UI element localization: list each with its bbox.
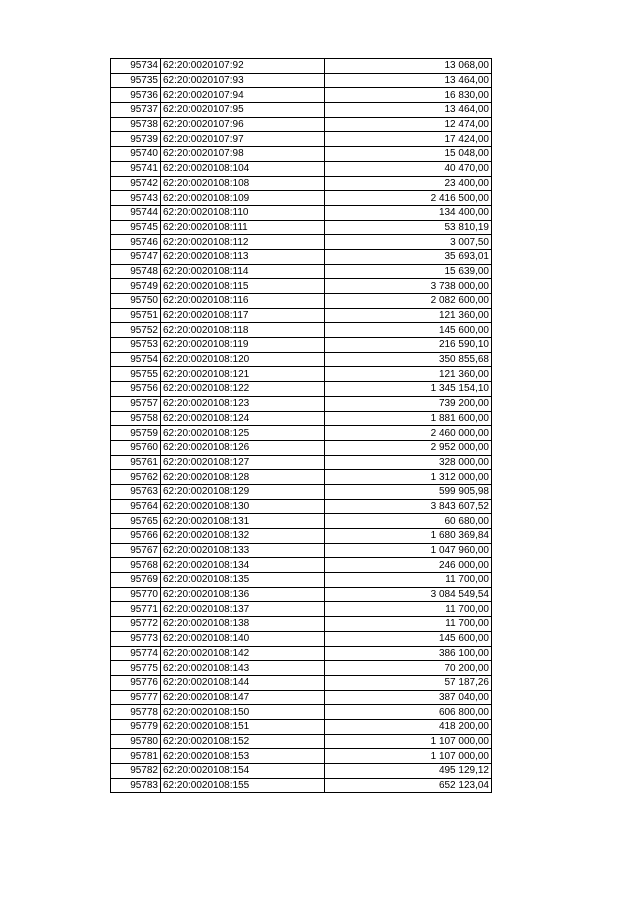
row-id-cell: 95740 [111, 147, 161, 162]
row-id-cell: 95771 [111, 602, 161, 617]
cadastral-number-cell: 62:20:0020108:137 [161, 602, 325, 617]
cadastral-value-cell: 350 855,68 [325, 352, 492, 367]
row-id-cell: 95744 [111, 205, 161, 220]
cadastral-number-cell: 62:20:0020108:113 [161, 249, 325, 264]
cadastral-number-cell: 62:20:0020107:97 [161, 132, 325, 147]
cadastral-value-cell: 11 700,00 [325, 617, 492, 632]
table-row [111, 558, 492, 573]
row-id-cell: 95757 [111, 396, 161, 411]
cadastral-number-cell: 62:20:0020108:147 [161, 690, 325, 705]
cadastral-value-cell: 2 460 000,00 [325, 426, 492, 441]
row-id-cell: 95769 [111, 573, 161, 588]
cadastral-value-cell: 652 123,04 [325, 778, 492, 793]
cadastral-value-cell: 2 416 500,00 [325, 191, 492, 206]
row-id-cell: 95778 [111, 705, 161, 720]
table-row [111, 587, 492, 602]
table-row [111, 73, 492, 88]
cadastral-number-cell: 62:20:0020108:138 [161, 617, 325, 632]
cadastral-value-cell: 60 680,00 [325, 514, 492, 529]
table-row [111, 734, 492, 749]
cadastral-value-cell: 387 040,00 [325, 690, 492, 705]
cadastral-value-cell: 1 680 369,84 [325, 529, 492, 544]
table-row [111, 338, 492, 353]
cadastral-number-cell: 62:20:0020108:115 [161, 279, 325, 294]
cadastral-number-cell: 62:20:0020108:155 [161, 778, 325, 793]
row-id-cell: 95748 [111, 264, 161, 279]
cadastral-number-cell: 62:20:0020108:150 [161, 705, 325, 720]
cadastral-value-cell: 15 048,00 [325, 147, 492, 162]
row-id-cell: 95754 [111, 352, 161, 367]
row-id-cell: 95752 [111, 323, 161, 338]
table-row [111, 147, 492, 162]
table-row [111, 778, 492, 793]
row-id-cell: 95780 [111, 734, 161, 749]
cadastral-value-cell: 11 700,00 [325, 602, 492, 617]
cadastral-number-cell: 62:20:0020108:119 [161, 338, 325, 353]
cadastral-number-cell: 62:20:0020107:95 [161, 103, 325, 118]
table-row [111, 176, 492, 191]
cadastral-value-cell: 495 129,12 [325, 764, 492, 779]
row-id-cell: 95779 [111, 719, 161, 734]
cadastral-number-cell: 62:20:0020108:108 [161, 176, 325, 191]
cadastral-value-cell: 70 200,00 [325, 661, 492, 676]
row-id-cell: 95774 [111, 646, 161, 661]
row-id-cell: 95759 [111, 426, 161, 441]
cadastral-number-cell: 62:20:0020108:104 [161, 161, 325, 176]
cadastral-number-cell: 62:20:0020108:116 [161, 294, 325, 309]
cadastral-number-cell: 62:20:0020108:117 [161, 308, 325, 323]
row-id-cell: 95750 [111, 294, 161, 309]
row-id-cell: 95755 [111, 367, 161, 382]
row-id-cell: 95783 [111, 778, 161, 793]
cadastral-value-cell: 386 100,00 [325, 646, 492, 661]
cadastral-value-cell: 35 693,01 [325, 249, 492, 264]
row-id-cell: 95773 [111, 631, 161, 646]
table-row [111, 220, 492, 235]
cadastral-value-cell: 2 952 000,00 [325, 440, 492, 455]
table-row [111, 191, 492, 206]
cadastral-value-cell: 145 600,00 [325, 323, 492, 338]
row-id-cell: 95749 [111, 279, 161, 294]
cadastral-number-cell: 62:20:0020108:151 [161, 719, 325, 734]
row-id-cell: 95782 [111, 764, 161, 779]
cadastral-value-cell: 13 068,00 [325, 59, 492, 74]
table-row [111, 382, 492, 397]
table-row [111, 529, 492, 544]
table-row [111, 411, 492, 426]
table-row [111, 719, 492, 734]
cadastral-value-cell: 121 360,00 [325, 367, 492, 382]
cadastral-value-cell: 13 464,00 [325, 73, 492, 88]
cadastral-number-cell: 62:20:0020108:143 [161, 661, 325, 676]
cadastral-number-cell: 62:20:0020108:121 [161, 367, 325, 382]
table-row [111, 323, 492, 338]
row-id-cell: 95734 [111, 59, 161, 74]
cadastral-value-cell: 17 424,00 [325, 132, 492, 147]
row-id-cell: 95746 [111, 235, 161, 250]
cadastral-number-cell: 62:20:0020108:153 [161, 749, 325, 764]
cadastral-value-cell: 739 200,00 [325, 396, 492, 411]
row-id-cell: 95743 [111, 191, 161, 206]
cadastral-value-cell: 3 738 000,00 [325, 279, 492, 294]
row-id-cell: 95736 [111, 88, 161, 103]
table-row [111, 59, 492, 74]
table-row [111, 690, 492, 705]
table-row [111, 88, 492, 103]
table-row [111, 440, 492, 455]
row-id-cell: 95764 [111, 499, 161, 514]
cadastral-number-cell: 62:20:0020108:123 [161, 396, 325, 411]
cadastral-number-cell: 62:20:0020108:134 [161, 558, 325, 573]
table-row [111, 484, 492, 499]
row-id-cell: 95762 [111, 470, 161, 485]
table-row [111, 161, 492, 176]
table-row [111, 602, 492, 617]
cadastral-value-cell: 1 345 154,10 [325, 382, 492, 397]
cadastral-value-cell: 1 047 960,00 [325, 543, 492, 558]
table-row [111, 103, 492, 118]
cadastral-number-cell: 62:20:0020108:122 [161, 382, 325, 397]
cadastral-value-table [110, 58, 492, 793]
cadastral-number-cell: 62:20:0020108:127 [161, 455, 325, 470]
cadastral-value-cell: 145 600,00 [325, 631, 492, 646]
table-row [111, 117, 492, 132]
table-row [111, 573, 492, 588]
cadastral-value-cell: 216 590,10 [325, 338, 492, 353]
cadastral-value-cell: 1 312 000,00 [325, 470, 492, 485]
cadastral-number-cell: 62:20:0020108:111 [161, 220, 325, 235]
row-id-cell: 95758 [111, 411, 161, 426]
cadastral-value-cell: 15 639,00 [325, 264, 492, 279]
cadastral-value-cell: 12 474,00 [325, 117, 492, 132]
row-id-cell: 95742 [111, 176, 161, 191]
cadastral-number-cell: 62:20:0020108:144 [161, 675, 325, 690]
row-id-cell: 95772 [111, 617, 161, 632]
row-id-cell: 95739 [111, 132, 161, 147]
cadastral-number-cell: 62:20:0020108:131 [161, 514, 325, 529]
cadastral-number-cell: 62:20:0020108:136 [161, 587, 325, 602]
row-id-cell: 95761 [111, 455, 161, 470]
row-id-cell: 95741 [111, 161, 161, 176]
table-row [111, 279, 492, 294]
table-row [111, 514, 492, 529]
row-id-cell: 95760 [111, 440, 161, 455]
table-row [111, 205, 492, 220]
row-id-cell: 95768 [111, 558, 161, 573]
table-row [111, 661, 492, 676]
cadastral-value-cell: 3 843 607,52 [325, 499, 492, 514]
row-id-cell: 95763 [111, 484, 161, 499]
cadastral-value-cell: 599 905,98 [325, 484, 492, 499]
cadastral-number-cell: 62:20:0020107:92 [161, 59, 325, 74]
table-row [111, 235, 492, 250]
table-row [111, 294, 492, 309]
cadastral-value-cell: 2 082 600,00 [325, 294, 492, 309]
cadastral-value-cell: 23 400,00 [325, 176, 492, 191]
cadastral-value-cell: 13 464,00 [325, 103, 492, 118]
row-id-cell: 95737 [111, 103, 161, 118]
row-id-cell: 95776 [111, 675, 161, 690]
table-row [111, 646, 492, 661]
cadastral-number-cell: 62:20:0020108:110 [161, 205, 325, 220]
cadastral-value-cell: 418 200,00 [325, 719, 492, 734]
cadastral-number-cell: 62:20:0020108:152 [161, 734, 325, 749]
table-row [111, 132, 492, 147]
table-row [111, 617, 492, 632]
row-id-cell: 95747 [111, 249, 161, 264]
cadastral-value-cell: 53 810,19 [325, 220, 492, 235]
cadastral-value-cell: 16 830,00 [325, 88, 492, 103]
cadastral-number-cell: 62:20:0020108:112 [161, 235, 325, 250]
table-row [111, 426, 492, 441]
row-id-cell: 95766 [111, 529, 161, 544]
cadastral-value-cell: 134 400,00 [325, 205, 492, 220]
table-row [111, 367, 492, 382]
cadastral-number-cell: 62:20:0020108:142 [161, 646, 325, 661]
table-row [111, 764, 492, 779]
cadastral-number-cell: 62:20:0020107:94 [161, 88, 325, 103]
cadastral-value-cell: 246 000,00 [325, 558, 492, 573]
cadastral-number-cell: 62:20:0020108:132 [161, 529, 325, 544]
table-row [111, 352, 492, 367]
cadastral-value-cell: 606 800,00 [325, 705, 492, 720]
cadastral-number-cell: 62:20:0020108:133 [161, 543, 325, 558]
table-row [111, 455, 492, 470]
cadastral-number-cell: 62:20:0020107:96 [161, 117, 325, 132]
cadastral-number-cell: 62:20:0020108:114 [161, 264, 325, 279]
cadastral-value-cell: 121 360,00 [325, 308, 492, 323]
table-row [111, 631, 492, 646]
cadastral-number-cell: 62:20:0020108:118 [161, 323, 325, 338]
cadastral-value-cell: 40 470,00 [325, 161, 492, 176]
cadastral-number-cell: 62:20:0020108:125 [161, 426, 325, 441]
row-id-cell: 95756 [111, 382, 161, 397]
cadastral-number-cell: 62:20:0020107:93 [161, 73, 325, 88]
cadastral-number-cell: 62:20:0020108:124 [161, 411, 325, 426]
row-id-cell: 95738 [111, 117, 161, 132]
cadastral-number-cell: 62:20:0020108:129 [161, 484, 325, 499]
cadastral-value-cell: 3 084 549,54 [325, 587, 492, 602]
cadastral-number-cell: 62:20:0020108:135 [161, 573, 325, 588]
cadastral-number-cell: 62:20:0020108:140 [161, 631, 325, 646]
row-id-cell: 95765 [111, 514, 161, 529]
cadastral-number-cell: 62:20:0020108:109 [161, 191, 325, 206]
table-row [111, 470, 492, 485]
cadastral-value-cell: 11 700,00 [325, 573, 492, 588]
cadastral-value-cell: 3 007,50 [325, 235, 492, 250]
table-row [111, 543, 492, 558]
row-id-cell: 95777 [111, 690, 161, 705]
cadastral-number-cell: 62:20:0020108:126 [161, 440, 325, 455]
table-row [111, 396, 492, 411]
row-id-cell: 95735 [111, 73, 161, 88]
cadastral-number-cell: 62:20:0020108:154 [161, 764, 325, 779]
cadastral-number-cell: 62:20:0020107:98 [161, 147, 325, 162]
table-row [111, 705, 492, 720]
cadastral-number-cell: 62:20:0020108:130 [161, 499, 325, 514]
cadastral-value-cell: 57 187,26 [325, 675, 492, 690]
cadastral-number-cell: 62:20:0020108:128 [161, 470, 325, 485]
row-id-cell: 95745 [111, 220, 161, 235]
row-id-cell: 95753 [111, 338, 161, 353]
row-id-cell: 95781 [111, 749, 161, 764]
row-id-cell: 95770 [111, 587, 161, 602]
cadastral-value-cell: 328 000,00 [325, 455, 492, 470]
cadastral-value-cell: 1 881 600,00 [325, 411, 492, 426]
table-row [111, 264, 492, 279]
table-body [111, 59, 492, 793]
cadastral-value-cell: 1 107 000,00 [325, 734, 492, 749]
table-row [111, 499, 492, 514]
table-row [111, 308, 492, 323]
table-row [111, 749, 492, 764]
table-row [111, 249, 492, 264]
row-id-cell: 95767 [111, 543, 161, 558]
row-id-cell: 95775 [111, 661, 161, 676]
cadastral-value-cell: 1 107 000,00 [325, 749, 492, 764]
cadastral-number-cell: 62:20:0020108:120 [161, 352, 325, 367]
row-id-cell: 95751 [111, 308, 161, 323]
table-row [111, 675, 492, 690]
